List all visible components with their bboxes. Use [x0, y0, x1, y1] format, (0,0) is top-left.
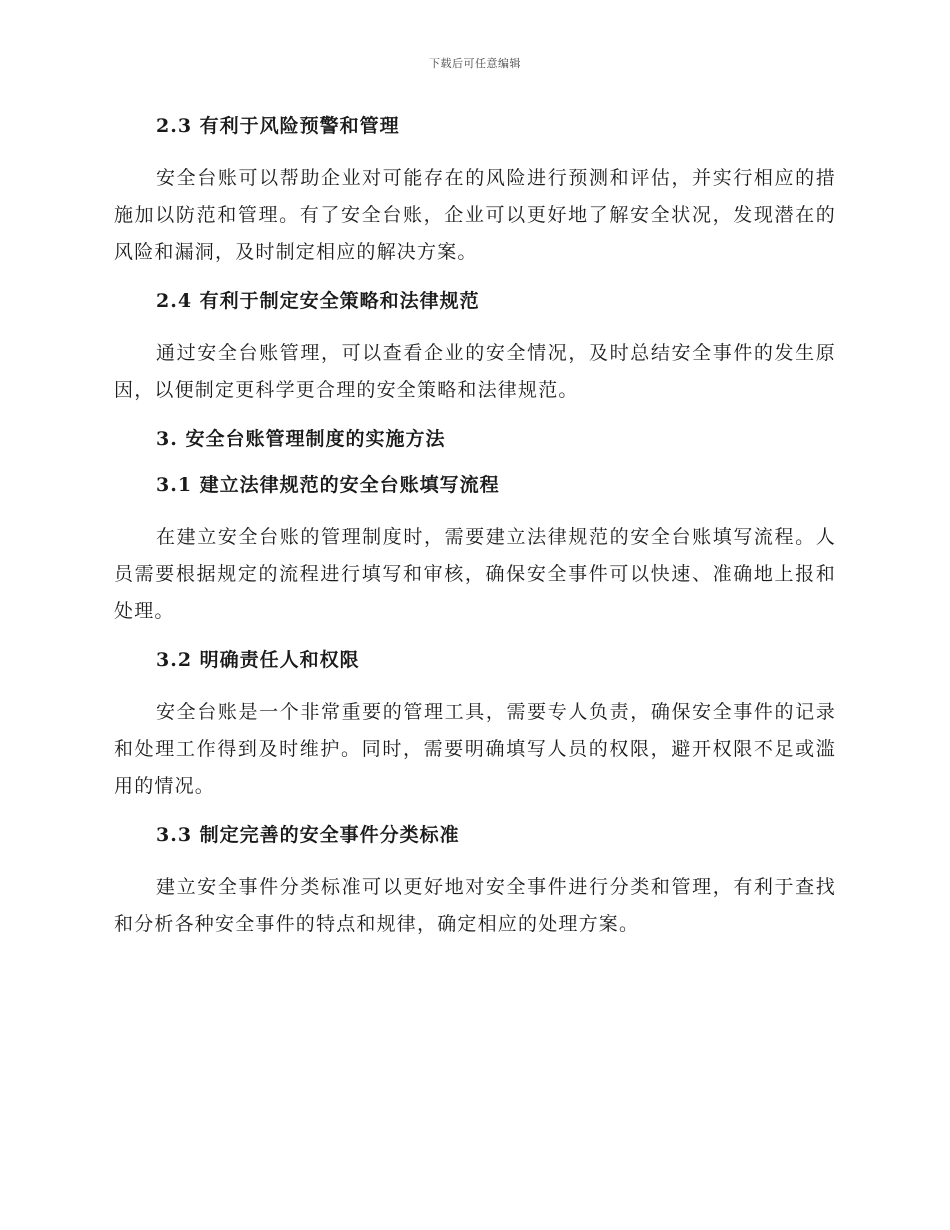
- heading-2-4: 2.4 有利于制定安全策略和法律规范: [156, 290, 480, 312]
- heading-3: 3. 安全台账管理制度的实施方法: [156, 428, 446, 450]
- paragraph-2-3: 安全台账可以帮助企业对可能存在的风险进行预测和评估，并实行相应的措施加以防范和管理。有了安全台账，企业可以更好地了解安全状况，发现潜在的风险和漏洞，及时制定相应的解决方案。: [114, 167, 836, 263]
- heading-2-3: 2.3 有利于风险预警和管理: [156, 115, 400, 137]
- paragraph-3-1: 在建立安全台账的管理制度时，需要建立法律规范的安全台账填写流程。人员需要根据规定的流程进行填写和审核，确保安全事件可以快速、准确地上报和处理。: [114, 526, 836, 622]
- heading-3-1: 3.1 建立法律规范的安全台账填写流程: [156, 474, 500, 496]
- document-body: [114, 110, 836, 943]
- paragraph-3-2: 安全台账是一个非常重要的管理工具，需要专人负责，确保安全事件的记录和处理工作得到及时维护。同时，需要明确填写人员的权限，避开权限不足或滥用的情况。: [114, 701, 836, 797]
- paragraph-2-4: 通过安全台账管理，可以查看企业的安全情况，及时总结安全事件的发生原因，以便制定更科学更合理的安全策略和法律规范。: [114, 342, 836, 401]
- paragraph-3-3: 建立安全事件分类标准可以更好地对安全事件进行分类和管理，有利于查找和分析各种安全事件的特点和规律，确定相应的处理方案。: [114, 876, 836, 935]
- header-note: 下载后可任意编辑: [429, 57, 521, 70]
- heading-3-3: 3.3 制定完善的安全事件分类标准: [156, 824, 460, 846]
- heading-3-2: 3.2 明确责任人和权限: [156, 649, 360, 671]
